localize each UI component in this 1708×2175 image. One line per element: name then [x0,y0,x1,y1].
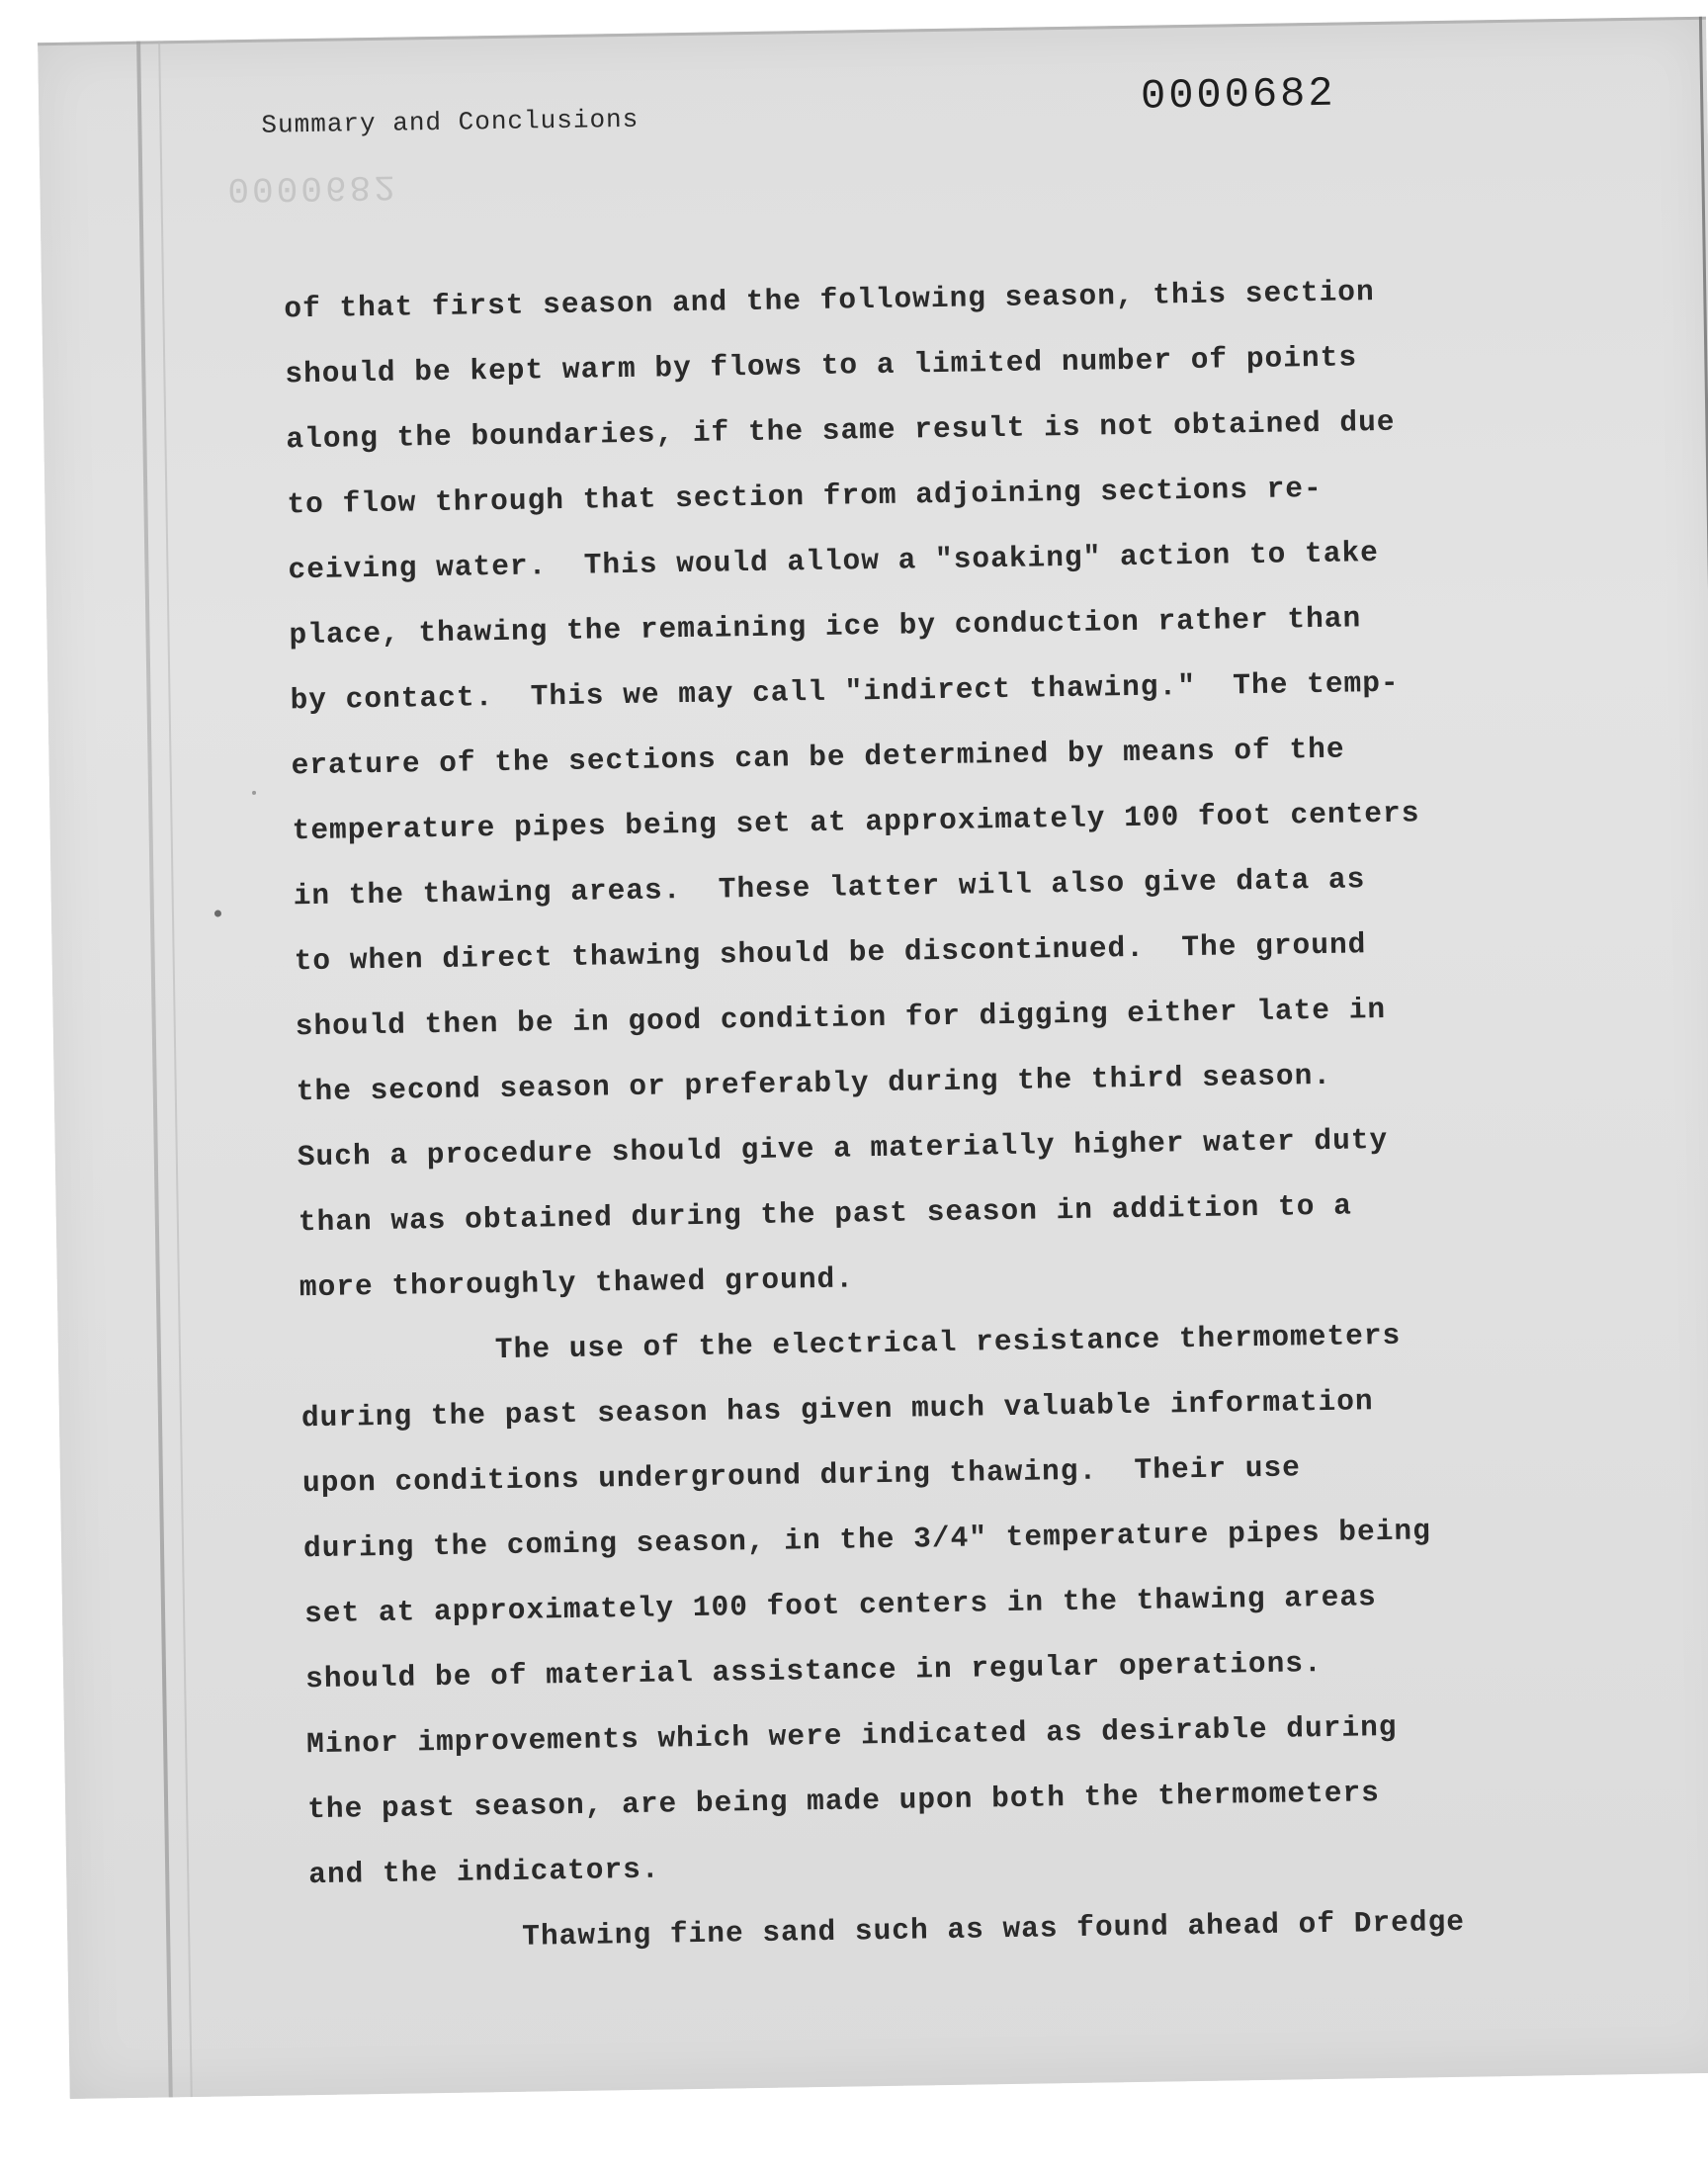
text-line: should be kept warm by flows to a limited number of points [285,340,1358,392]
text-line: during the coming season, in the 3/4" temperature pipes being [302,1514,1432,1566]
text-line: the past season, are being made upon both the thermometers [306,1776,1381,1827]
text-line: Minor improvements which were indicated as desirable during [305,1709,1398,1762]
text-line: Such a procedure should give a materially higher water duty [297,1122,1389,1174]
document-number: 0000682 [1140,69,1336,121]
speck-mark [214,910,221,916]
text-line: erature of the sections can be determined by means of the [291,732,1345,783]
body-text [284,256,1605,1972]
text-line: temperature pipes being set at approximately 100 foot centers [292,796,1420,848]
text-line: should then be in good condition for digging either late in [295,992,1387,1044]
binding-mark [136,42,173,2098]
text-line: more thoroughly thawed ground. [299,1262,855,1305]
text-line: the second season or preferably during the third season. [296,1058,1332,1109]
text-line: by contact. This we may call "indirect thawing." The temp- [290,665,1400,718]
text-line: should be of material assistance in regular operations. [304,1646,1323,1696]
section-heading: Summary and Conclusions [261,104,640,140]
text-line: along the boundaries, if the same result is not obtained due [286,404,1396,457]
text-line: to when direct thawing should be discontinued. The ground [294,927,1367,979]
text-line: during the past season has given much valuable information [300,1384,1374,1436]
text-line: than was obtained during the past season in addition to a [298,1188,1353,1240]
text-line: and the indicators. [307,1852,660,1892]
text-line: The use of the electrical resistance thermometers [494,1318,1402,1367]
sheet-right-edge [1699,17,1708,2073]
text-line: to flow through that section from adjoining sections re- [287,471,1323,522]
text-line: ceiving water. This would allow a "soaking" action to take [288,536,1380,587]
text-line: Thawing fine sand such as was found ahead of Dredge [521,1904,1466,1954]
paper-sheet [38,17,1708,2099]
speck-mark [252,791,256,795]
text-line: of that first season and the following season, this section [284,275,1375,326]
text-line: upon conditions underground during thawing. Their use [301,1450,1302,1501]
text-line: set at approximately 100 foot centers in the thawing areas [303,1580,1378,1631]
text-line: in the thawing areas. These latter will also give data as [293,862,1366,914]
text-line: place, thawing the remaining ice by conduction rather than [289,601,1362,652]
bleed-through-number: 0000682 [227,165,398,210]
sheet-top-edge [38,17,1706,46]
